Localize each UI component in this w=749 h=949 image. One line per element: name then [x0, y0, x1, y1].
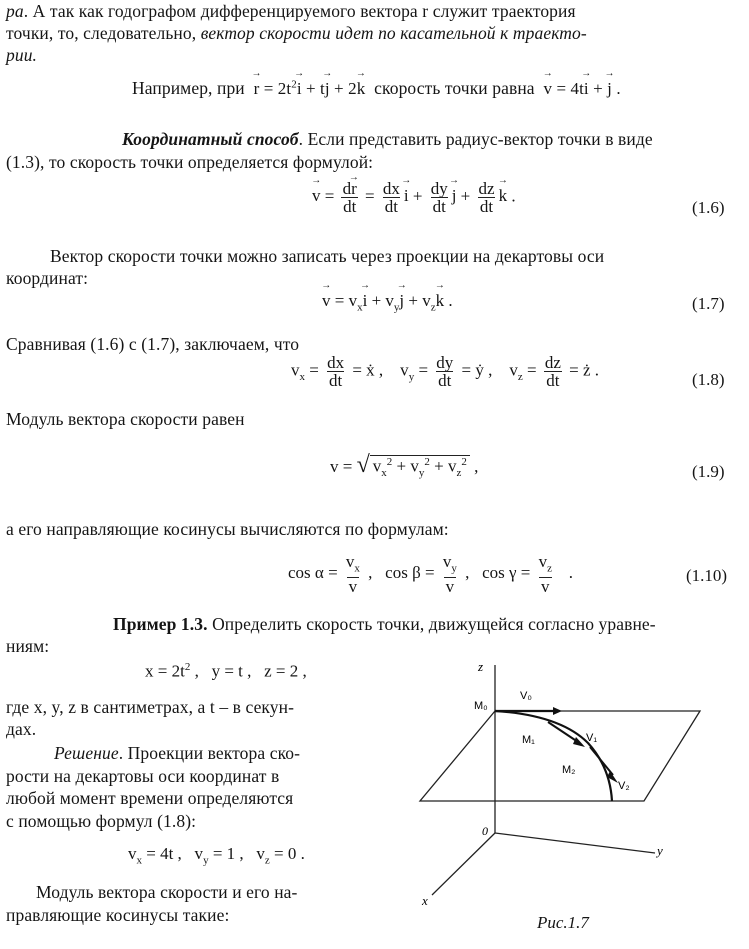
coord-method-line — [122, 129, 653, 150]
example-text-a: Например, при — [132, 78, 245, 98]
proj-line-2: координат: — [6, 268, 89, 288]
solution-line-3: любой момент времени определяются — [6, 788, 294, 808]
figure-caption: Рис.1.7 — [537, 913, 589, 932]
text-line-1-end: служит траектория — [432, 1, 576, 21]
text-line-2-b: вектор скорости идет по касательной к траекто- — [200, 23, 587, 43]
units-line-2: дах. — [6, 719, 37, 739]
point-m1-label: M₁ — [522, 734, 535, 746]
proj-line-1: Вектор скорости точки можно записать через проекции на декартовы оси — [50, 246, 605, 266]
text-line-2-a: точки, то, следовательно, — [6, 23, 197, 43]
figure-1-7 — [410, 655, 740, 910]
eq-number-1-7: (1.7) — [692, 294, 725, 313]
equation-1-10: cos α = $\frac{v_x}{v}$ , cos β = $\frac{v_y}{v}$ , cos γ = $\frac{v_z}{v}$ . — [288, 552, 573, 597]
eq-number-1-6: (1.6) — [692, 198, 725, 217]
y-axis-line — [495, 833, 655, 853]
example-formula-r: → $r = 2t^2\to i + t\to j + 2\to k$ — [249, 79, 369, 98]
solution-line-1 — [54, 743, 300, 764]
example-1-3-line — [113, 614, 656, 635]
x-axis-label: x — [422, 893, 428, 908]
vector-v2-arrow — [590, 747, 613, 775]
units-line-1: где x, y, z в сантиметрах, а t – в секун- — [6, 697, 295, 717]
example-1-3-text: Определить скорость точки, движущейся согласно уравне- — [212, 614, 656, 634]
y-axis-label: y — [657, 843, 663, 858]
projection-values: $v_x = 4t$ , $v_y = 1$ , $v_z = 0$ . — [128, 844, 305, 867]
equation-1-7: → $v = v_x\to i + v_y\to j + v_z\to k$ . — [322, 291, 453, 313]
vector-r: → r — [422, 1, 428, 22]
example-text-b: скорость точки равна — [374, 78, 535, 98]
text-line-3: рии. — [6, 45, 38, 65]
coord-method-heading: Координатный способ — [122, 129, 299, 149]
motion-equations: $x = 2t^2$ , y = t , z = 2 , — [145, 661, 307, 681]
vector-v2-label: V₂ — [618, 780, 630, 792]
eq-number-1-8: (1.8) — [692, 370, 725, 389]
solution-line-4: с помощью формул (1.8): — [6, 811, 197, 831]
example-1-3-line-2: ниям: — [6, 636, 50, 656]
equation-1-8: $v_x$ = $\frac{dx}{dt}$ = ẋ , $v_y$ = $\frac{dy}{dt}$ = ẏ , $v_z$ = $\frac{dz}{dt}$ = ż . — [291, 353, 600, 390]
example-formula-v: → v = 4t→ i + → j . — [539, 79, 621, 98]
coord-line-2: (1.3), то скорость точки определяется формулой: — [6, 152, 374, 172]
example-1-3-label: Пример 1.3. — [113, 614, 208, 634]
text-line-1-visible: . А так как годографом дифференцируемого вектора — [23, 1, 423, 21]
modulus-line-2a: Модуль вектора скорости и его на- — [36, 882, 298, 902]
text-line-1 — [6, 1, 576, 22]
equation-1-9: v = √ $v_x^2 + v_y^2 + v_z^2$ , — [330, 452, 479, 480]
vector-v0-head — [553, 707, 562, 715]
modulus-line: Модуль вектора скорости равен — [6, 409, 245, 429]
vector-v0-label: V₀ — [520, 690, 532, 702]
solution-line-2: рости на декартовы оси координат в — [6, 766, 280, 786]
point-m0-label: M₀ — [474, 700, 488, 712]
origin-label: 0 — [482, 824, 488, 838]
solution-label: Решение — [54, 743, 119, 763]
compare-line: Сравнивая (1.6) с (1.7), заключаем, что — [6, 334, 300, 354]
z-axis-label: z — [478, 659, 484, 674]
modulus-line-2b: правляющие косинусы такие: — [6, 905, 230, 925]
cosines-line: а его направляющие косинусы вычисляются по формулам: — [6, 519, 449, 539]
eq-number-1-9: (1.9) — [692, 462, 725, 481]
x-axis-line — [432, 833, 495, 895]
equation-1-6: → v = $\frac{d\to r}{dt}$ = $\frac{dx}{dt}$ → i + $\frac{dy}{dt}$ → j + $\frac{dz}{dt}$ → k . — [312, 180, 516, 215]
point-m2-label: M₂ — [562, 764, 576, 776]
vector-v1-label: V₁ — [586, 732, 598, 744]
eq-number-1-10: (1.10) — [686, 566, 728, 585]
text-ra: ра — [6, 1, 24, 21]
coord-method-rest: . Если представить радиус-вектор точки в виде — [298, 129, 653, 149]
text-line-2 — [6, 23, 587, 44]
example-line — [132, 78, 621, 99]
solution-text: . Проекции вектора ско- — [118, 743, 301, 763]
